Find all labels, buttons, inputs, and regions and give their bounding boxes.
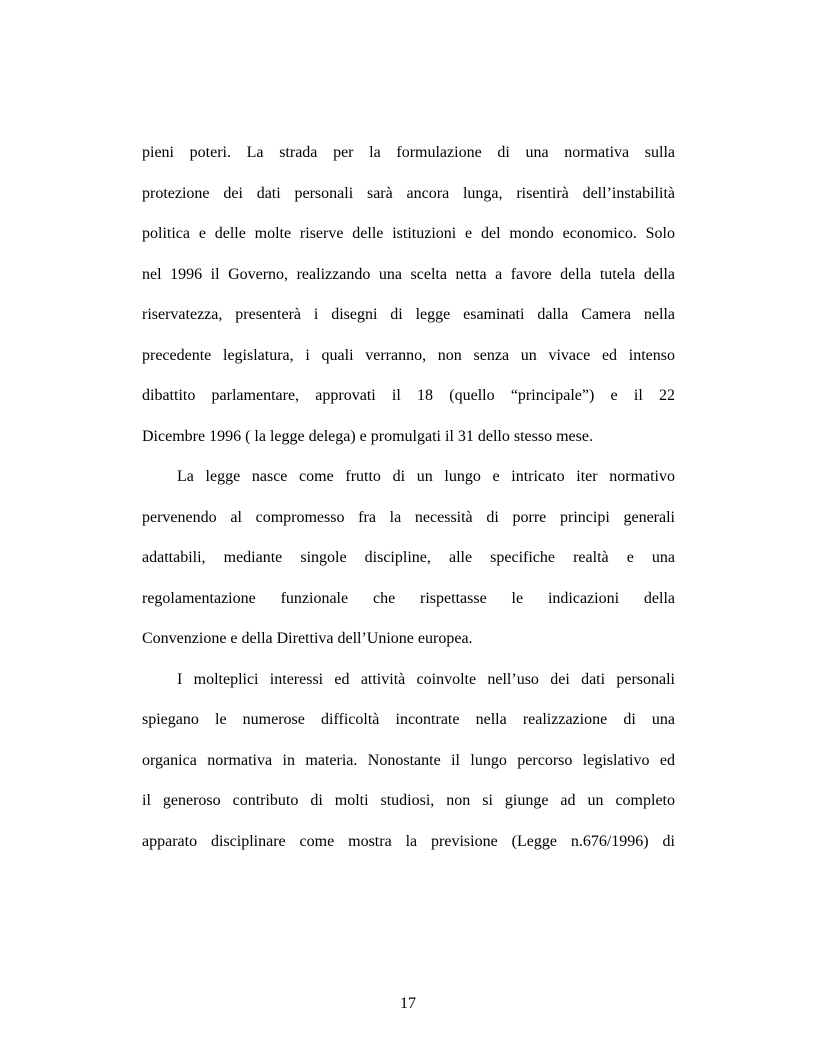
text-line: pervenendo al compromesso fra la necessità di porre principi generali (142, 508, 675, 526)
body-text (142, 137, 675, 866)
paragraph (142, 461, 675, 664)
page-number: 17 (400, 995, 416, 1012)
text-line: I molteplici interessi ed attività coinvolte nell’uso dei dati personali (177, 670, 675, 688)
text-line: precedente legislatura, i quali verranno, non senza un vivace ed intenso (142, 346, 675, 364)
text-line: Convenzione e della Direttiva dell’Unione europea. (142, 630, 473, 647)
text-line: protezione dei dati personali sarà ancora lunga, risentirà dell’instabilità (142, 184, 675, 202)
text-line: apparato disciplinare come mostra la previsione (Legge n.676/1996) di (142, 832, 675, 850)
text-line: nel 1996 il Governo, realizzando una scelta netta a favore della tutela della (142, 265, 675, 283)
text-line: il generoso contributo di molti studiosi, non si giunge ad un completo (142, 792, 675, 809)
paragraph (142, 137, 675, 461)
text-line: spiegano le numerose difficoltà incontrate nella realizzazione di una (142, 711, 675, 728)
text-line: pieni poteri. La strada per la formulazione di una normativa sulla (142, 144, 675, 161)
text-line: Dicembre 1996 ( la legge delega) e promulgati il 31 dello stesso mese. (142, 427, 593, 445)
paragraph (142, 664, 675, 867)
text-line: dibattito parlamentare, approvati il 18 (quello “principale”) e il 22 (142, 387, 675, 404)
text-line: riservatezza, presenterà i disegni di legge esaminati dalla Camera nella (142, 306, 675, 323)
text-line: politica e delle molte riserve delle istituzioni e del mondo economico. Solo (142, 225, 675, 242)
text-line: La legge nasce come frutto di un lungo e intricato iter normativo (177, 468, 675, 485)
text-line: organica normativa in materia. Nonostante il lungo percorso legislativo ed (142, 751, 675, 769)
text-line: regolamentazione funzionale che rispettasse le indicazioni della (142, 589, 675, 607)
text-line: adattabili, mediante singole discipline, alle specifiche realtà e una (142, 549, 675, 566)
